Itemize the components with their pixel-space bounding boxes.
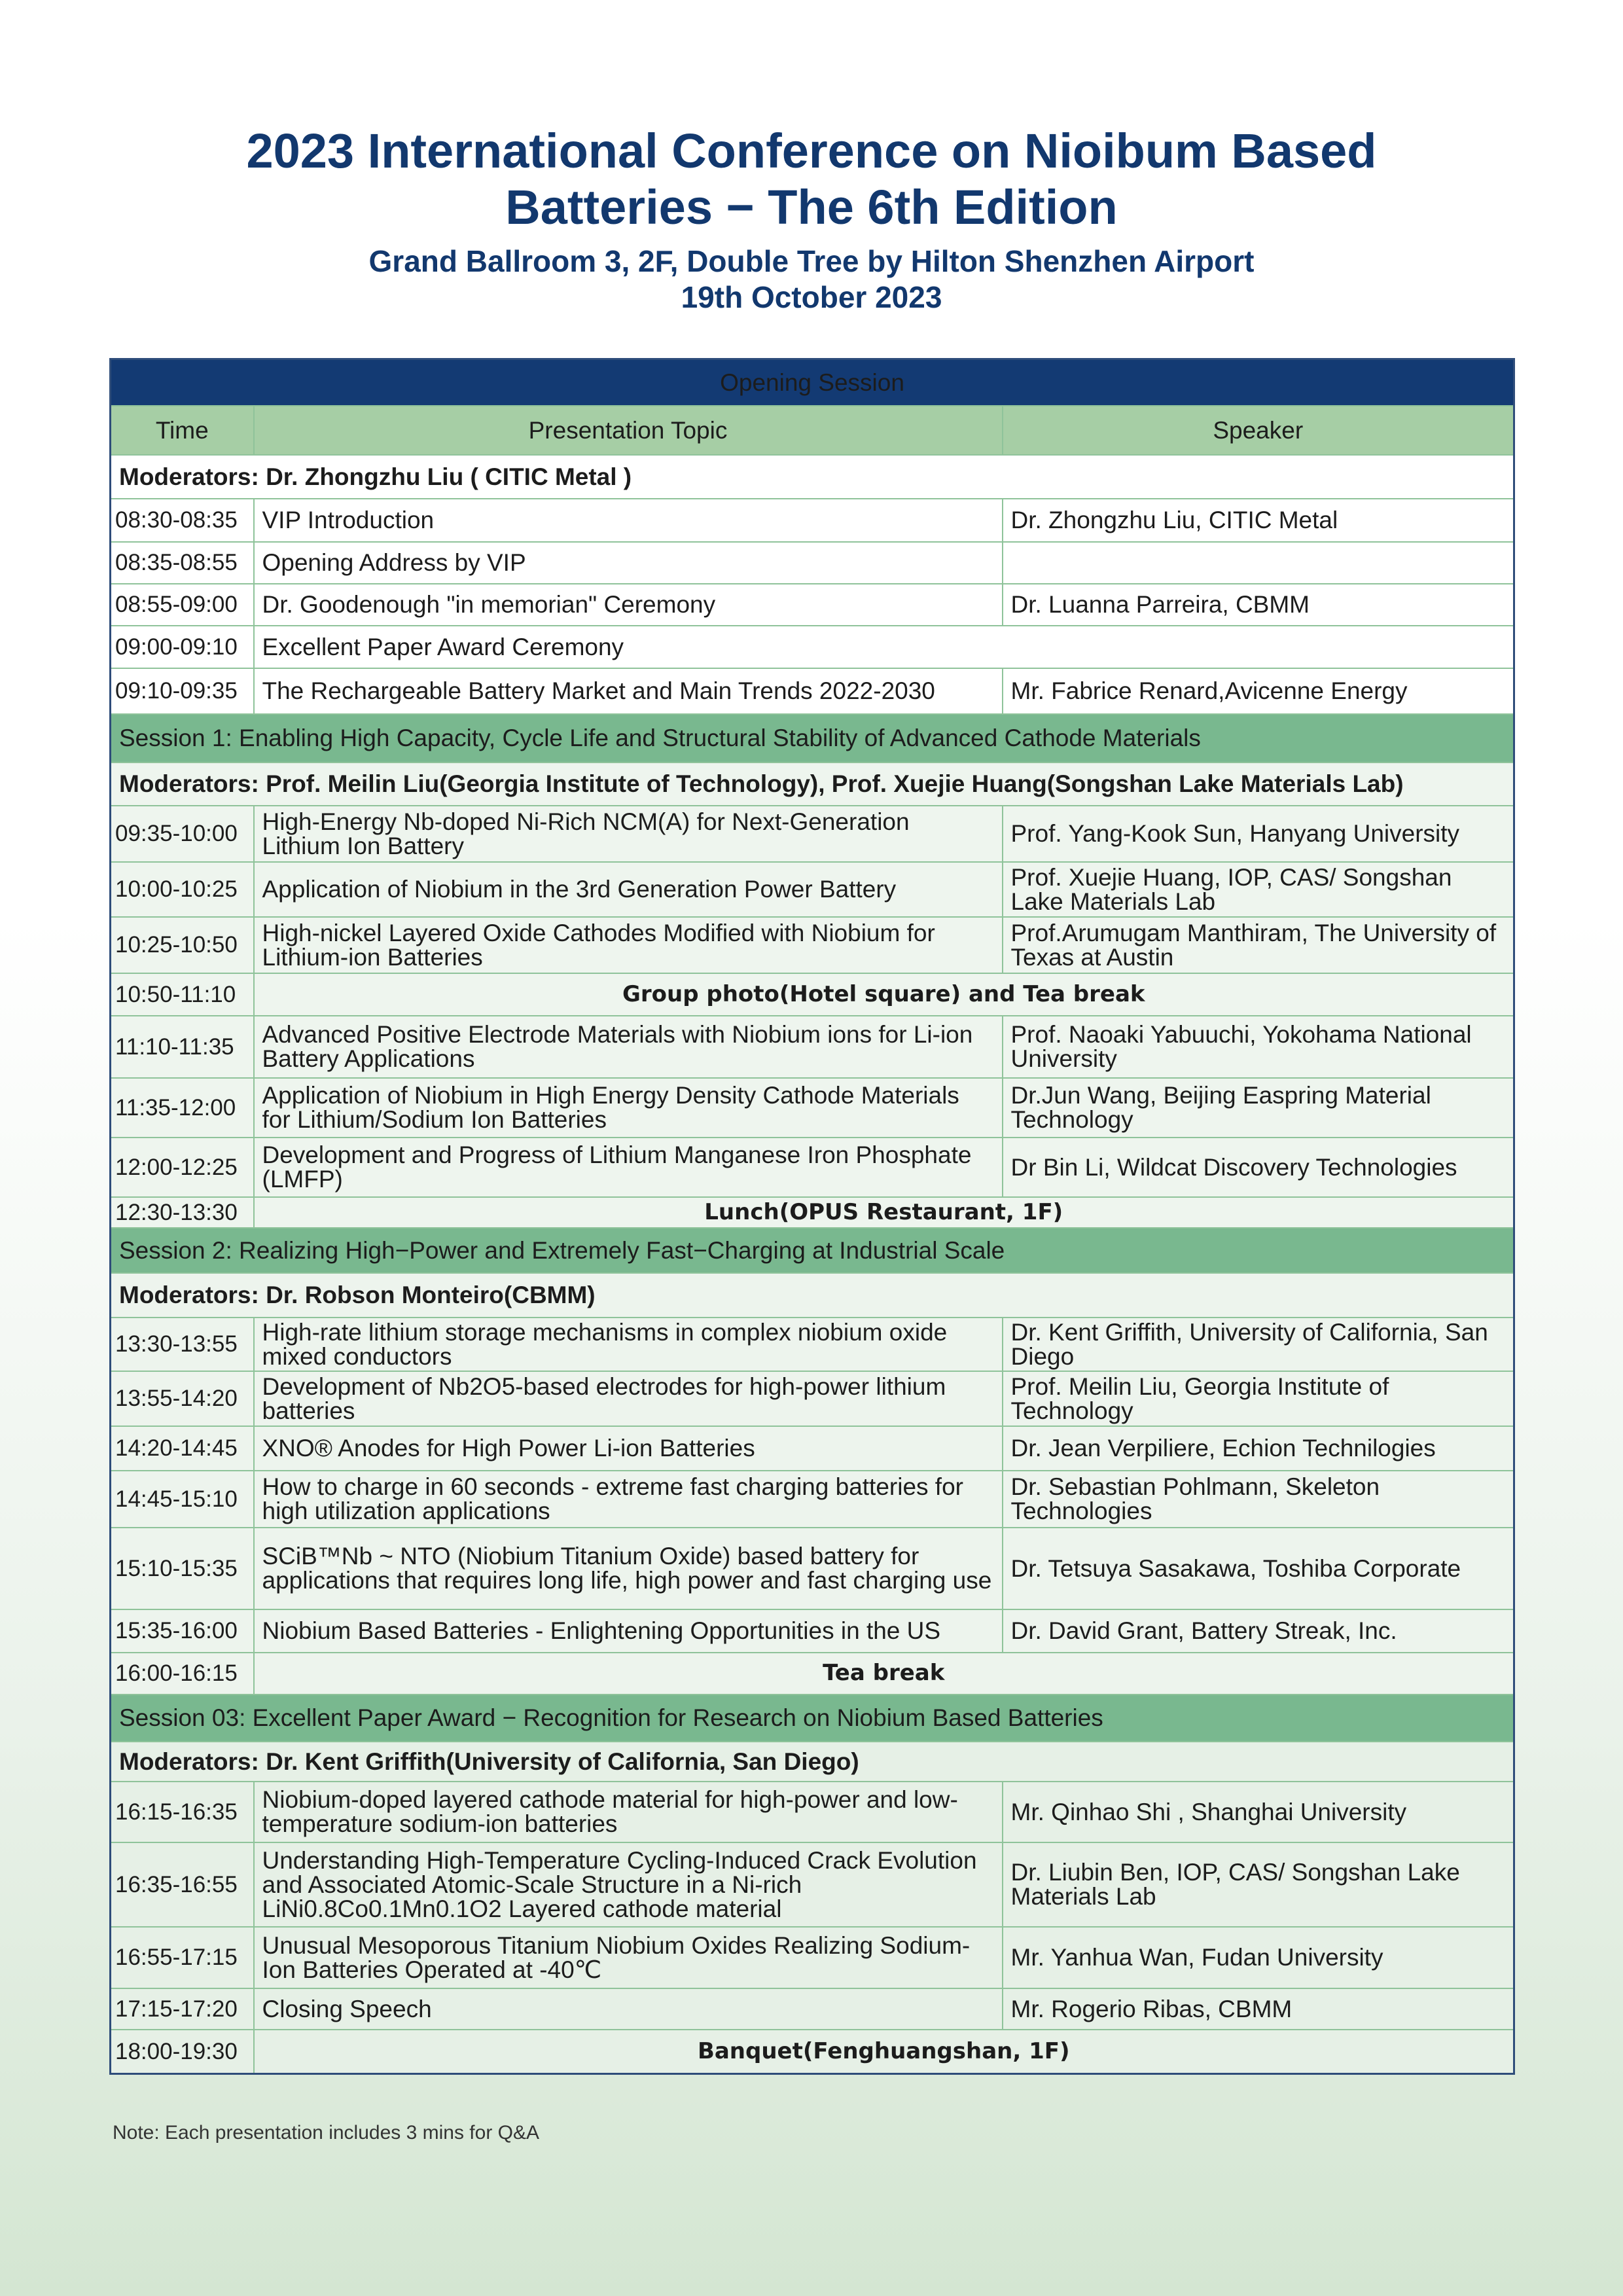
time-slot: 09:00-09:10 <box>111 626 254 668</box>
session3-header-row <box>111 1695 1514 1742</box>
speaker: Mr. Qinhao Shi , Shanghai University <box>1003 1782 1514 1842</box>
time-slot: 15:10-15:35 <box>111 1528 254 1609</box>
session3-moderators: Moderators: Dr. Kent Griffith(University of California, San Diego) <box>111 1742 1514 1782</box>
schedule-row <box>111 542 1514 584</box>
speaker: Dr. Luanna Parreira, CBMM <box>1003 584 1514 626</box>
presentation-topic: Niobium-doped layered cathode material for high-power and low- temperature sodium-ion batteries <box>254 1782 1003 1842</box>
break-row <box>111 2030 1514 2074</box>
schedule-row <box>111 1528 1514 1609</box>
opening-moderators: Moderators: Dr. Zhongzhu Liu ( CITIC Metal ) <box>111 455 1514 499</box>
time-slot: 10:25-10:50 <box>111 917 254 973</box>
session3-title: Session 03: Excellent Paper Award − Recognition for Research on Niobium Based Batteries <box>111 1695 1514 1742</box>
schedule-row <box>111 626 1514 668</box>
schedule-row <box>111 584 1514 626</box>
time-slot: 17:15-17:20 <box>111 1988 254 2030</box>
schedule-row <box>111 1471 1514 1528</box>
time-slot: 13:55-14:20 <box>111 1371 254 1426</box>
time-column-header: Time <box>111 406 254 455</box>
time-slot: 12:30-13:30 <box>111 1197 254 1228</box>
topic-column-header: Presentation Topic <box>254 406 1003 455</box>
presentation-topic: The Rechargeable Battery Market and Main Trends 2022-2030 <box>254 668 1003 714</box>
venue: Grand Ballroom 3, 2F, Double Tree by Hilton Shenzhen Airport <box>368 244 1255 278</box>
presentation-topic: Development and Progress of Lithium Manganese Iron Phosphate (LMFP) <box>254 1138 1003 1197</box>
time-slot: 16:35-16:55 <box>111 1842 254 1927</box>
break-row <box>111 973 1514 1016</box>
schedule-row <box>111 1371 1514 1426</box>
time-slot: 11:35-12:00 <box>111 1078 254 1138</box>
session1-moderators: Moderators: Prof. Meilin Liu(Georgia Institute of Technology), Prof. Xuejie Huang(Songshan Lake Materials Lab) <box>111 762 1514 806</box>
time-slot: 08:30-08:35 <box>111 499 254 542</box>
speaker: Dr. Zhongzhu Liu, CITIC Metal <box>1003 499 1514 542</box>
qa-note: Note: Each presentation includes 3 mins for Q&A <box>113 2122 540 2144</box>
title-line-1: 2023 International Conference on Nioibum Based <box>246 124 1377 178</box>
opening-session-title: Opening Session <box>111 359 1514 406</box>
speaker: Prof. Xuejie Huang, IOP, CAS/ Songshan Lake Materials Lab <box>1003 862 1514 917</box>
column-headers <box>111 406 1514 455</box>
time-slot: 09:10-09:35 <box>111 668 254 714</box>
time-slot: 15:35-16:00 <box>111 1609 254 1653</box>
presentation-topic: Advanced Positive Electrode Materials with Niobium ions for Li-ion Battery Applications <box>254 1016 1003 1078</box>
schedule-row <box>111 917 1514 973</box>
presentation-topic: SCiB™Nb ~ NTO (Niobium Titanium Oxide) based battery for applications that requires long life, high power and fast charging use <box>254 1528 1003 1609</box>
opening-session-row <box>111 359 1514 406</box>
session2-moderators-row <box>111 1273 1514 1318</box>
schedule-row <box>111 806 1514 862</box>
schedule-row <box>111 862 1514 917</box>
presentation-topic: Closing Speech <box>254 1988 1003 2030</box>
time-slot: 16:15-16:35 <box>111 1782 254 1842</box>
time-slot: 13:30-13:55 <box>111 1318 254 1371</box>
break-event: Lunch(OPUS Restaurant, 1F) <box>254 1197 1514 1228</box>
speaker: Dr Bin Li, Wildcat Discovery Technologies <box>1003 1138 1514 1197</box>
break-event: Banquet(Fenghuangshan, 1F) <box>254 2030 1514 2074</box>
schedule-row <box>111 668 1514 714</box>
conference-title <box>0 123 1623 236</box>
schedule-row <box>111 1609 1514 1653</box>
schedule-table <box>109 358 1515 2075</box>
speaker: Mr. Rogerio Ribas, CBMM <box>1003 1988 1514 2030</box>
time-slot: 08:55-09:00 <box>111 584 254 626</box>
speaker: Dr. Sebastian Pohlmann, Skeleton Technologies <box>1003 1471 1514 1528</box>
presentation-topic: Unusual Mesoporous Titanium Niobium Oxides Realizing Sodium-Ion Batteries Operated at -40℃ <box>254 1927 1003 1988</box>
opening-moderators-row <box>111 455 1514 499</box>
session1-title: Session 1: Enabling High Capacity, Cycle Life and Structural Stability of Advanced Cathode Materials <box>111 714 1514 762</box>
session2-moderators: Moderators: Dr. Robson Monteiro(CBMM) <box>111 1273 1514 1318</box>
speaker: Mr. Yanhua Wan, Fudan University <box>1003 1927 1514 1988</box>
schedule-row <box>111 1426 1514 1471</box>
session1-moderators-row <box>111 762 1514 806</box>
schedule-row <box>111 1988 1514 2030</box>
speaker: Prof. Naoaki Yabuuchi, Yokohama National University <box>1003 1016 1514 1078</box>
presentation-topic: VIP Introduction <box>254 499 1003 542</box>
time-slot: 12:00-12:25 <box>111 1138 254 1197</box>
presentation-topic: Development of Nb2O5-based electrodes for high-power lithium batteries <box>254 1371 1003 1426</box>
break-event: Group photo(Hotel square) and Tea break <box>254 973 1514 1016</box>
speaker: Dr. David Grant, Battery Streak, Inc. <box>1003 1609 1514 1653</box>
presentation-topic: Niobium Based Batteries - Enlightening Opportunities in the US <box>254 1609 1003 1653</box>
time-slot: 09:35-10:00 <box>111 806 254 862</box>
date: 19th October 2023 <box>681 280 942 314</box>
time-slot: 10:50-11:10 <box>111 973 254 1016</box>
presentation-topic: High-rate lithium storage mechanisms in complex niobium oxide mixed conductors <box>254 1318 1003 1371</box>
title-line-2: Batteries − The 6th Edition <box>505 180 1118 234</box>
break-row <box>111 1197 1514 1228</box>
schedule-row <box>111 1138 1514 1197</box>
speaker: Dr. Liubin Ben, IOP, CAS/ Songshan Lake Materials Lab <box>1003 1842 1514 1927</box>
time-slot: 08:35-08:55 <box>111 542 254 584</box>
speaker-column-header: Speaker <box>1003 406 1514 455</box>
session1-header-row <box>111 714 1514 762</box>
time-slot: 16:00-16:15 <box>111 1653 254 1695</box>
presentation-topic: Excellent Paper Award Ceremony <box>254 626 1514 668</box>
speaker: Mr. Fabrice Renard,Avicenne Energy <box>1003 668 1514 714</box>
schedule-row <box>111 499 1514 542</box>
presentation-topic: Opening Address by VIP <box>254 542 1003 584</box>
schedule-row <box>111 1318 1514 1371</box>
presentation-topic: High-Energy Nb-doped Ni-Rich NCM(A) for Next-Generation Lithium Ion Battery <box>254 806 1003 862</box>
schedule-row <box>111 1016 1514 1078</box>
speaker: Prof. Yang-Kook Sun, Hanyang University <box>1003 806 1514 862</box>
session2-title: Session 2: Realizing High−Power and Extremely Fast−Charging at Industrial Scale <box>111 1228 1514 1273</box>
speaker: Dr. Kent Griffith, University of California, San Diego <box>1003 1318 1514 1371</box>
presentation-topic: Dr. Goodenough "in memorian" Ceremony <box>254 584 1003 626</box>
presentation-topic: How to charge in 60 seconds - extreme fast charging batteries for high utilization applications <box>254 1471 1003 1528</box>
session2-header-row <box>111 1228 1514 1273</box>
presentation-topic: Application of Niobium in High Energy Density Cathode Materials for Lithium/Sodium Ion Batteries <box>254 1078 1003 1138</box>
schedule-row <box>111 1842 1514 1927</box>
presentation-topic: Application of Niobium in the 3rd Generation Power Battery <box>254 862 1003 917</box>
break-row <box>111 1653 1514 1695</box>
presentation-topic: High-nickel Layered Oxide Cathodes Modified with Niobium for Lithium-ion Batteries <box>254 917 1003 973</box>
speaker: Dr. Jean Verpiliere, Echion Technilogies <box>1003 1426 1514 1471</box>
speaker: Prof.Arumugam Manthiram, The University of Texas at Austin <box>1003 917 1514 973</box>
schedule-row <box>111 1927 1514 1988</box>
time-slot: 18:00-19:30 <box>111 2030 254 2074</box>
time-slot: 10:00-10:25 <box>111 862 254 917</box>
presentation-topic: XNO® Anodes for High Power Li-ion Batteries <box>254 1426 1003 1471</box>
schedule-row <box>111 1078 1514 1138</box>
break-event: Tea break <box>254 1653 1514 1695</box>
speaker <box>1003 542 1514 584</box>
session3-moderators-row <box>111 1742 1514 1782</box>
presentation-topic: Understanding High-Temperature Cycling-Induced Crack Evolution and Associated Atomic-Scale Structure in a Ni-rich LiNi0.8Co0.1Mn0.1O2 Layered cathode material <box>254 1842 1003 1927</box>
time-slot: 16:55-17:15 <box>111 1927 254 1988</box>
time-slot: 14:45-15:10 <box>111 1471 254 1528</box>
speaker: Dr.Jun Wang, Beijing Easpring Material Technology <box>1003 1078 1514 1138</box>
speaker: Prof. Meilin Liu, Georgia Institute of Technology <box>1003 1371 1514 1426</box>
schedule-row <box>111 1782 1514 1842</box>
speaker: Dr. Tetsuya Sasakawa, Toshiba Corporate <box>1003 1528 1514 1609</box>
conference-venue-date <box>0 243 1623 315</box>
time-slot: 11:10-11:35 <box>111 1016 254 1078</box>
time-slot: 14:20-14:45 <box>111 1426 254 1471</box>
